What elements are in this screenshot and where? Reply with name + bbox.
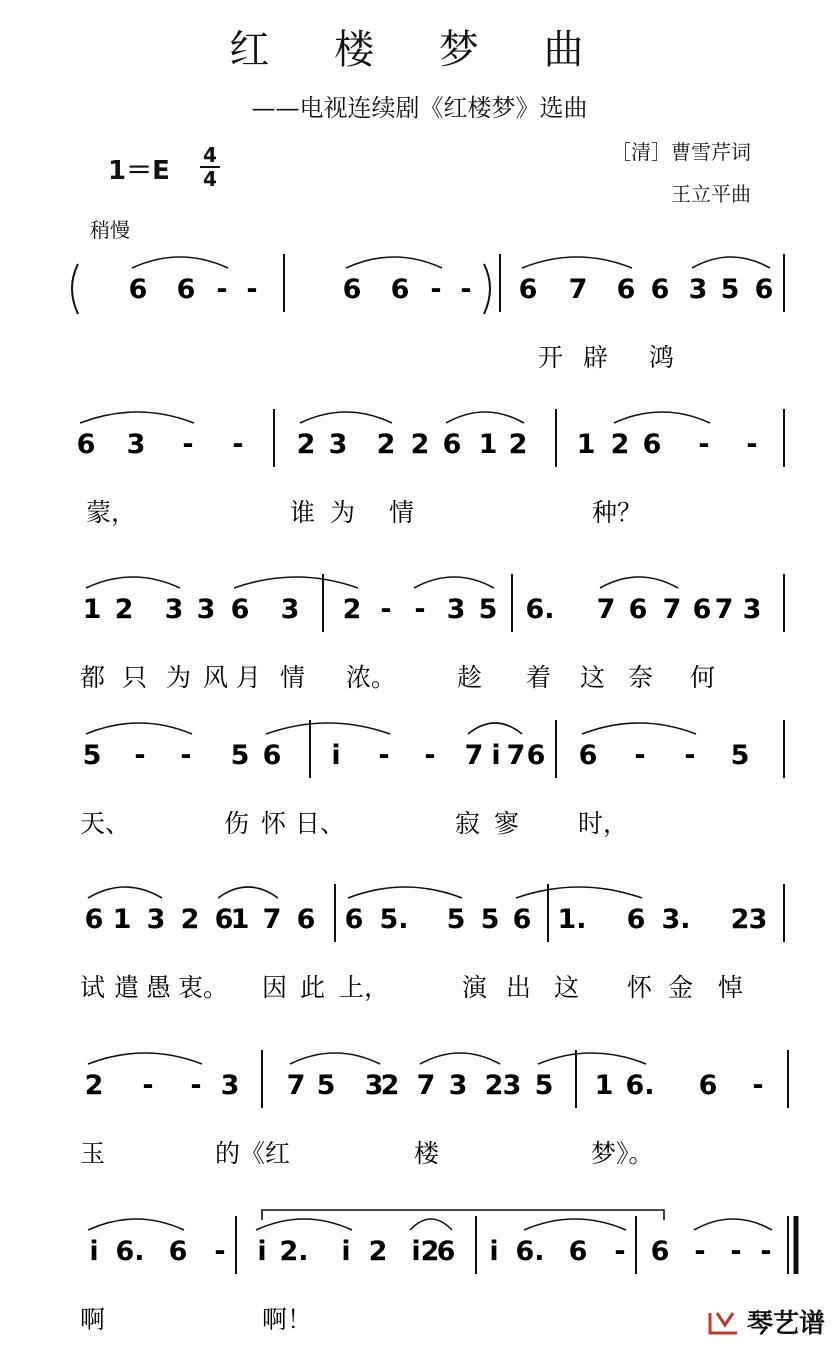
note: 6	[176, 274, 196, 305]
lyric: 蒙，	[86, 498, 137, 527]
note: 6	[526, 740, 546, 771]
lyric: 啊	[80, 1305, 106, 1334]
note: 6	[296, 904, 316, 935]
lyric: 种？	[592, 498, 643, 527]
lyric: 时，	[578, 809, 629, 838]
dash-note: -	[142, 1070, 154, 1101]
slur	[348, 887, 462, 898]
lyric: 日、	[295, 809, 346, 838]
lyric: 着	[526, 663, 552, 692]
dash-note: -	[246, 274, 258, 305]
logo-text: 琴艺谱	[746, 1309, 825, 1339]
note: 3	[146, 904, 166, 935]
note: 7	[596, 594, 616, 625]
note: 3	[742, 594, 762, 625]
lyric: 都	[80, 663, 106, 692]
opening-paren	[72, 264, 78, 314]
time-signature-bottom: 4	[200, 166, 220, 190]
note: 2	[508, 429, 528, 460]
note: 7	[662, 594, 682, 625]
note: 3	[364, 1070, 384, 1101]
note: i	[331, 740, 341, 771]
dash-note: -	[380, 594, 392, 625]
note: 5	[480, 904, 500, 935]
slur	[516, 887, 642, 898]
lyric: 这	[554, 973, 580, 1002]
note: 2	[410, 429, 430, 460]
slur	[88, 887, 162, 898]
slur	[88, 1053, 202, 1064]
lyric: 伤	[224, 809, 250, 838]
note: 3	[126, 429, 146, 460]
dash-note: -	[214, 1236, 226, 1267]
note: 2	[610, 429, 630, 460]
slur	[524, 1219, 626, 1230]
note: 6	[650, 274, 670, 305]
note: 6.	[515, 1236, 545, 1267]
lyric: 出	[506, 973, 532, 1002]
lyric: 辟	[583, 343, 609, 372]
dash-note: -	[694, 1236, 706, 1267]
lyric: 楼	[414, 1139, 440, 1168]
dash-note: -	[414, 594, 426, 625]
note: 3	[328, 429, 348, 460]
note: 5	[230, 740, 250, 771]
lyric: 鸿	[649, 343, 675, 372]
note: 1	[82, 594, 102, 625]
time-signature-top: 4	[203, 143, 217, 167]
lyric: 奈	[628, 663, 654, 692]
note: 6	[518, 274, 538, 305]
note: 7	[714, 594, 734, 625]
note: 6	[698, 1070, 718, 1101]
note: 2	[730, 904, 750, 935]
slur	[88, 1219, 184, 1230]
note: 5.	[379, 904, 409, 935]
note: 6	[568, 1236, 588, 1267]
lyric: 情	[389, 498, 415, 527]
lyric: 愚	[146, 973, 172, 1002]
slur	[218, 887, 278, 898]
note: 2	[296, 429, 316, 460]
note: i	[489, 1236, 499, 1267]
note: 6.	[115, 1236, 145, 1267]
note: 2	[420, 1236, 440, 1267]
note: 6	[436, 1236, 456, 1267]
lyric: 梦》。	[591, 1139, 654, 1168]
note: 1	[594, 1070, 614, 1101]
volta-bracket	[262, 1210, 664, 1220]
slur	[522, 257, 632, 268]
slur	[582, 723, 696, 734]
lyric: 金	[668, 973, 694, 1002]
note: 5	[730, 740, 750, 771]
note: 7	[506, 740, 526, 771]
slur	[692, 257, 770, 268]
lyric: 悼	[718, 973, 744, 1002]
lyric: 啊！	[262, 1305, 313, 1334]
lyric: 风	[203, 663, 229, 692]
dash-note: -	[746, 429, 758, 460]
note: 6	[442, 429, 462, 460]
note: 6	[342, 274, 362, 305]
note: 3	[502, 1070, 522, 1101]
note: 6	[642, 429, 662, 460]
lyric: 谁	[290, 498, 316, 527]
lyric: 怀	[627, 973, 653, 1002]
lyric: 开	[538, 343, 564, 372]
lyricist-credit: ［清］曹雪芹词	[611, 140, 751, 164]
note: 5	[478, 594, 498, 625]
note: 3	[220, 1070, 240, 1101]
note: i	[491, 740, 501, 771]
lyric: 此	[300, 973, 326, 1002]
lyric: 上，	[339, 973, 390, 1002]
composer-credit: 王立平曲	[671, 182, 751, 206]
note: 2	[484, 1070, 504, 1101]
music-logo-icon	[707, 1307, 741, 1337]
dash-note: -	[760, 1236, 772, 1267]
note: 3	[446, 594, 466, 625]
dash-note: -	[614, 1236, 626, 1267]
slur	[468, 723, 522, 734]
note: 3	[280, 594, 300, 625]
note: 6.	[625, 1070, 655, 1101]
note: 6	[578, 740, 598, 771]
lyric: 为	[330, 498, 356, 527]
note: 6	[628, 594, 648, 625]
note: 2	[342, 594, 362, 625]
note: 3	[748, 904, 768, 935]
slur	[446, 412, 524, 423]
dash-note: -	[698, 429, 710, 460]
note: 6	[128, 274, 148, 305]
dash-note: -	[134, 740, 146, 771]
dash-note: -	[378, 740, 390, 771]
lyric: 何	[690, 663, 716, 692]
note: 2	[180, 904, 200, 935]
slur	[538, 1053, 646, 1064]
note: 2	[368, 1236, 388, 1267]
lyric: 因	[262, 973, 288, 1002]
page-subtitle: ——电视连续剧《红楼梦》选曲	[251, 94, 588, 122]
dash-note: -	[634, 740, 646, 771]
slur	[132, 257, 228, 268]
slur	[80, 412, 194, 423]
note: 7	[262, 904, 282, 935]
slur	[420, 1053, 500, 1064]
note: 3	[196, 594, 216, 625]
note: 2	[114, 594, 134, 625]
note: 6	[84, 904, 104, 935]
dash-note: -	[424, 740, 436, 771]
lyric: 这	[580, 663, 606, 692]
lyric: 的《红	[215, 1139, 291, 1168]
slur	[410, 1219, 452, 1230]
slur	[256, 1219, 352, 1230]
lyric: 怀	[261, 809, 287, 838]
note: 2.	[279, 1236, 309, 1267]
dash-note: -	[430, 274, 442, 305]
note: 3.	[661, 904, 691, 935]
slur	[290, 1053, 380, 1064]
lyric: 衷。	[178, 973, 229, 1002]
note: 1	[478, 429, 498, 460]
dash-note: -	[190, 1070, 202, 1101]
note: 6	[650, 1236, 670, 1267]
dash-note: -	[460, 274, 472, 305]
note: 6	[214, 904, 234, 935]
note: 5	[82, 740, 102, 771]
lyric: 为	[166, 663, 192, 692]
lyric: 遣	[114, 973, 140, 1002]
dash-note: -	[730, 1236, 742, 1267]
slur	[300, 412, 392, 423]
note: 7	[416, 1070, 436, 1101]
note: 5	[720, 274, 740, 305]
dash-note: -	[180, 740, 192, 771]
lyric: 趁	[457, 663, 483, 692]
note: 1	[230, 904, 250, 935]
page-title: 红 楼 梦 曲	[229, 27, 610, 73]
note: 6.	[525, 594, 555, 625]
lyric: 试	[80, 973, 106, 1002]
note: 6	[692, 594, 712, 625]
note: 1	[576, 429, 596, 460]
note: 6	[262, 740, 282, 771]
note: 6	[626, 904, 646, 935]
dash-note: -	[232, 429, 244, 460]
slur	[694, 1219, 772, 1230]
closing-paren	[484, 264, 490, 314]
slur	[234, 577, 358, 588]
note: 5	[534, 1070, 554, 1101]
note: 6	[754, 274, 774, 305]
note: 7	[464, 740, 484, 771]
watermark-logo	[707, 1303, 825, 1340]
dash-note: -	[182, 429, 194, 460]
note: 3	[164, 594, 184, 625]
slur	[346, 257, 442, 268]
note: 6	[168, 1236, 188, 1267]
note: 6	[76, 429, 96, 460]
slur	[600, 577, 678, 588]
dash-note: -	[216, 274, 228, 305]
slur	[86, 723, 192, 734]
lyric: 玉	[80, 1139, 106, 1168]
lyric: 寥	[494, 809, 520, 838]
note: 6	[230, 594, 250, 625]
lyric: 寂	[455, 809, 481, 838]
note: 7	[568, 274, 588, 305]
lyric: 情	[280, 663, 306, 692]
note: 2	[84, 1070, 104, 1101]
lyric: 浓。	[346, 663, 397, 692]
note: 6	[512, 904, 532, 935]
note: 5	[316, 1070, 336, 1101]
note: 6	[616, 274, 636, 305]
note: 7	[286, 1070, 306, 1101]
note: 1.	[557, 904, 587, 935]
note: i	[257, 1236, 267, 1267]
note: 5	[446, 904, 466, 935]
note: 1	[112, 904, 132, 935]
note: i	[411, 1236, 421, 1267]
note: 2	[376, 429, 396, 460]
lyric: 月	[236, 663, 262, 692]
key-signature: 1＝E	[108, 156, 170, 186]
slur	[266, 723, 390, 734]
lyric: 只	[122, 663, 148, 692]
lyric: 演	[462, 973, 488, 1002]
slur	[414, 577, 494, 588]
note: i	[341, 1236, 351, 1267]
note: 2	[380, 1070, 400, 1101]
tempo-marking: 稍慢	[90, 218, 130, 242]
note: 6	[344, 904, 364, 935]
slur	[614, 412, 710, 423]
note: i	[89, 1236, 99, 1267]
note: 6	[390, 274, 410, 305]
lyric: 天、	[80, 809, 131, 838]
note: 3	[688, 274, 708, 305]
dash-note: -	[684, 740, 696, 771]
dash-note: -	[752, 1070, 764, 1101]
note: 3	[448, 1070, 468, 1101]
slur	[86, 577, 180, 588]
